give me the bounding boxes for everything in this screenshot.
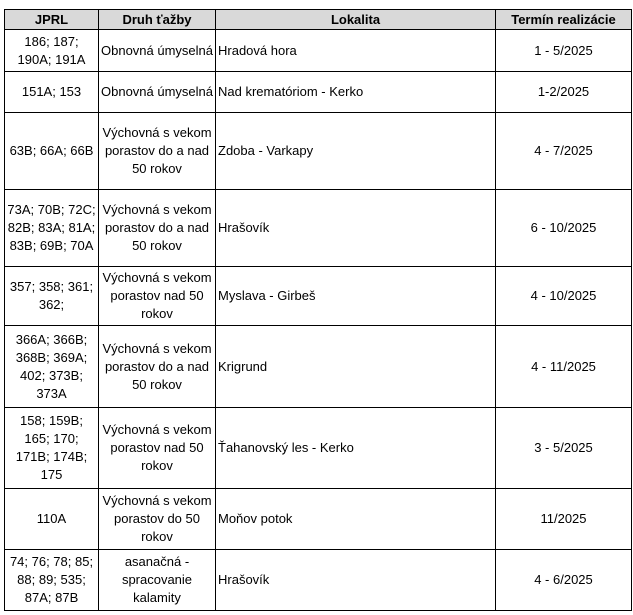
cell-lokalita: Nad krematóriom - Kerko: [216, 72, 496, 113]
cell-jprl: 73A; 70B; 72C; 82B; 83A; 81A; 83B; 69B; 70A: [5, 190, 99, 267]
table-row: [5, 489, 632, 550]
cell-lokalita: Ťahanovský les - Kerko: [216, 408, 496, 489]
cell-jprl: 63B; 66A; 66B: [5, 113, 99, 190]
cell-jprl: 186; 187; 190A; 191A: [5, 30, 99, 72]
table-row: [5, 408, 632, 489]
cell-jprl: 366A; 366B; 368B; 369A; 402; 373B; 373A: [5, 326, 99, 408]
cell-druh-tazby: Výchovná s vekom porastov nad 50 rokov: [99, 408, 216, 489]
cell-termin: 11/2025: [496, 489, 632, 550]
cell-druh-tazby: Výchovná s vekom porastov do 50 rokov: [99, 489, 216, 550]
header-lokalita: Lokalita: [216, 10, 496, 30]
cell-druh-tazby: Výchovná s vekom porastov do a nad 50 rokov: [99, 326, 216, 408]
cell-druh-tazby: asanačná - spracovanie kalamity: [99, 550, 216, 611]
cell-jprl: 110A: [5, 489, 99, 550]
table-row: [5, 72, 632, 113]
cell-jprl: 74; 76; 78; 85; 88; 89; 535; 87A; 87B: [5, 550, 99, 611]
harvest-table: [4, 9, 632, 611]
cell-lokalita: Myslava - Girbeš: [216, 267, 496, 326]
table-row: [5, 30, 632, 72]
cell-lokalita: Hrašovík: [216, 190, 496, 267]
cell-lokalita: Zdoba - Varkapy: [216, 113, 496, 190]
cell-termin: 4 - 6/2025: [496, 550, 632, 611]
table-row: [5, 190, 632, 267]
cell-jprl: 151A; 153: [5, 72, 99, 113]
cell-jprl: 158; 159B; 165; 170; 171B; 174B; 175: [5, 408, 99, 489]
cell-lokalita: Moňov potok: [216, 489, 496, 550]
table-row: [5, 113, 632, 190]
table-row: [5, 267, 632, 326]
table-row: [5, 550, 632, 611]
cell-druh-tazby: Obnovná úmyselná: [99, 72, 216, 113]
cell-druh-tazby: Obnovná úmyselná: [99, 30, 216, 72]
header-termin-realizacie: Termín realizácie: [496, 10, 632, 30]
cell-termin: 6 - 10/2025: [496, 190, 632, 267]
cell-druh-tazby: Výchovná s vekom porastov do a nad 50 rokov: [99, 113, 216, 190]
cell-termin: 4 - 11/2025: [496, 326, 632, 408]
cell-lokalita: Krigrund: [216, 326, 496, 408]
header-jprl: JPRL: [5, 10, 99, 30]
cell-druh-tazby: Výchovná s vekom porastov nad 50 rokov: [99, 267, 216, 326]
cell-termin: 1 - 5/2025: [496, 30, 632, 72]
cell-termin: 3 - 5/2025: [496, 408, 632, 489]
cell-jprl: 357; 358; 361; 362;: [5, 267, 99, 326]
cell-druh-tazby: Výchovná s vekom porastov do a nad 50 rokov: [99, 190, 216, 267]
cell-termin: 4 - 10/2025: [496, 267, 632, 326]
table-row: [5, 326, 632, 408]
cell-lokalita: Hrašovík: [216, 550, 496, 611]
cell-termin: 1-2/2025: [496, 72, 632, 113]
cell-termin: 4 - 7/2025: [496, 113, 632, 190]
cell-lokalita: Hradová hora: [216, 30, 496, 72]
header-druh-tazby: Druh ťažby: [99, 10, 216, 30]
header-row: [5, 10, 632, 30]
